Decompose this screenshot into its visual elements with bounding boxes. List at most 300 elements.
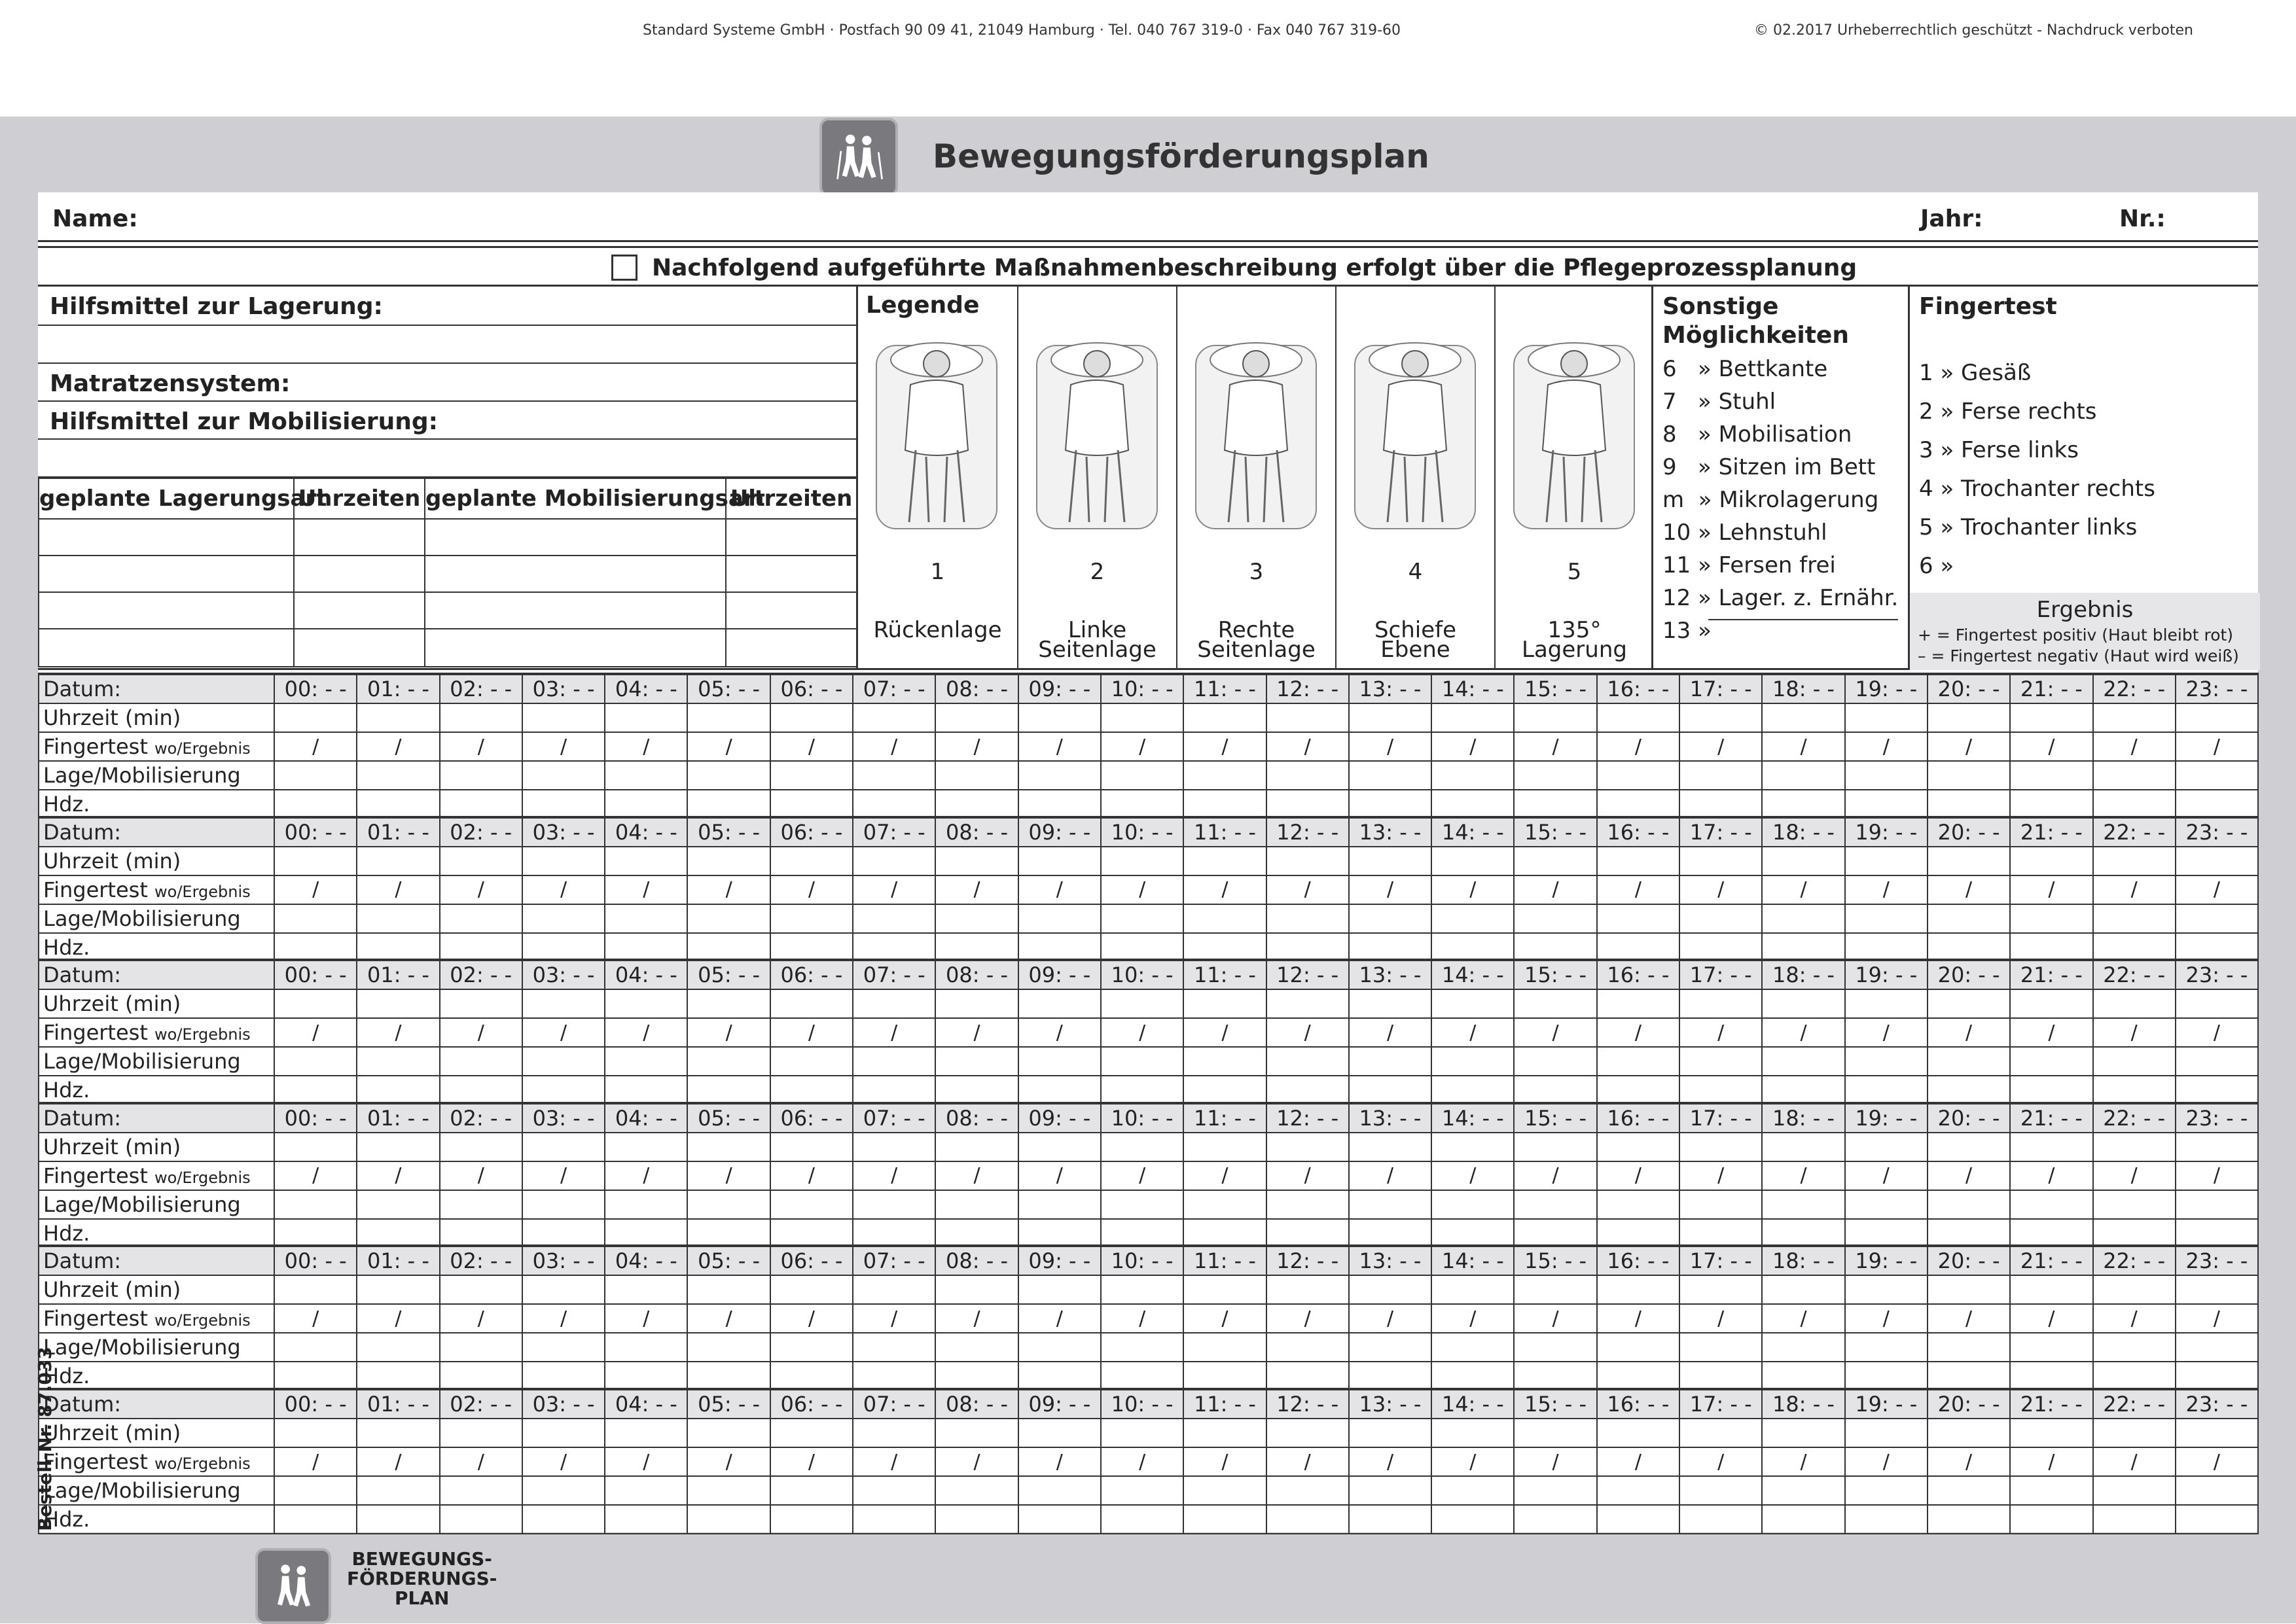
position-cell[interactable] bbox=[1514, 904, 1596, 933]
position-cell[interactable] bbox=[1266, 904, 1349, 933]
sign-cell[interactable] bbox=[1183, 933, 1266, 962]
fingertest-cell[interactable]: / bbox=[1762, 1018, 1844, 1047]
sign-cell[interactable] bbox=[2010, 1362, 2092, 1390]
sign-cell[interactable] bbox=[2176, 790, 2258, 819]
sign-cell[interactable] bbox=[274, 933, 357, 962]
time-cell[interactable] bbox=[1845, 1419, 1928, 1447]
position-cell[interactable] bbox=[1845, 1476, 1928, 1505]
position-cell[interactable] bbox=[853, 904, 935, 933]
fingertest-cell[interactable]: / bbox=[1597, 1447, 1679, 1476]
time-cell[interactable] bbox=[935, 1133, 1018, 1161]
position-cell[interactable] bbox=[1018, 761, 1101, 790]
position-cell[interactable] bbox=[274, 1333, 357, 1362]
position-cell[interactable] bbox=[440, 761, 522, 790]
fingertest-cell[interactable]: / bbox=[1845, 1447, 1928, 1476]
sign-cell[interactable] bbox=[1928, 1076, 2010, 1104]
time-cell[interactable] bbox=[853, 1275, 935, 1304]
sign-cell[interactable] bbox=[853, 1362, 935, 1390]
position-cell[interactable] bbox=[1266, 1476, 1349, 1505]
position-cell[interactable] bbox=[770, 904, 853, 933]
fingertest-cell[interactable]: / bbox=[935, 875, 1018, 904]
time-cell[interactable] bbox=[605, 847, 687, 875]
sign-cell[interactable] bbox=[2093, 933, 2176, 962]
fingertest-cell[interactable]: / bbox=[2010, 1161, 2092, 1190]
fingertest-cell[interactable]: / bbox=[1845, 1161, 1928, 1190]
position-cell[interactable] bbox=[1183, 1476, 1266, 1505]
position-cell[interactable] bbox=[1349, 1047, 1431, 1076]
sign-cell[interactable] bbox=[853, 790, 935, 819]
position-cell[interactable] bbox=[1514, 761, 1596, 790]
sign-cell[interactable] bbox=[1349, 1505, 1431, 1534]
position-cell[interactable] bbox=[770, 1190, 853, 1219]
fingertest-cell[interactable]: / bbox=[522, 1161, 605, 1190]
sign-cell[interactable] bbox=[1762, 1362, 1844, 1390]
position-cell[interactable] bbox=[2093, 1333, 2176, 1362]
sign-cell[interactable] bbox=[1679, 1505, 1762, 1534]
sign-cell[interactable] bbox=[1101, 1219, 1183, 1248]
position-cell[interactable] bbox=[1514, 1333, 1596, 1362]
sign-cell[interactable] bbox=[357, 790, 439, 819]
fingertest-cell[interactable]: / bbox=[1101, 1447, 1183, 1476]
fingertest-cell[interactable]: / bbox=[1679, 1161, 1762, 1190]
sign-cell[interactable] bbox=[1266, 1219, 1349, 1248]
position-cell[interactable] bbox=[1928, 904, 2010, 933]
position-cell[interactable] bbox=[440, 1047, 522, 1076]
fingertest-cell[interactable]: / bbox=[2093, 1304, 2176, 1333]
fingertest-cell[interactable]: / bbox=[853, 1304, 935, 1333]
position-cell[interactable] bbox=[2176, 1333, 2258, 1362]
position-cell[interactable] bbox=[1597, 1476, 1679, 1505]
fingertest-cell[interactable]: / bbox=[357, 1304, 439, 1333]
sign-cell[interactable] bbox=[1183, 1219, 1266, 1248]
fingertest-cell[interactable]: / bbox=[687, 732, 770, 761]
sign-cell[interactable] bbox=[1597, 1362, 1679, 1390]
fingertest-cell[interactable]: / bbox=[274, 732, 357, 761]
time-cell[interactable] bbox=[1266, 989, 1349, 1018]
fingertest-cell[interactable]: / bbox=[1349, 1447, 1431, 1476]
fingertest-cell[interactable]: / bbox=[1679, 875, 1762, 904]
time-cell[interactable] bbox=[357, 1133, 439, 1161]
sign-cell[interactable] bbox=[2176, 1362, 2258, 1390]
position-cell[interactable] bbox=[1431, 761, 1514, 790]
sign-cell[interactable] bbox=[1266, 1362, 1349, 1390]
sign-cell[interactable] bbox=[1101, 1505, 1183, 1534]
sign-cell[interactable] bbox=[1266, 790, 1349, 819]
fingertest-cell[interactable]: / bbox=[357, 1018, 439, 1047]
time-cell[interactable] bbox=[2010, 989, 2092, 1018]
time-cell[interactable] bbox=[770, 1419, 853, 1447]
fingertest-cell[interactable]: / bbox=[1349, 1304, 1431, 1333]
time-cell[interactable] bbox=[1266, 1419, 1349, 1447]
plan-cell[interactable] bbox=[726, 556, 857, 592]
fingertest-cell[interactable]: / bbox=[2010, 875, 2092, 904]
fingertest-cell[interactable]: / bbox=[1018, 1447, 1101, 1476]
position-cell[interactable] bbox=[1431, 1476, 1514, 1505]
time-cell[interactable] bbox=[1266, 1275, 1349, 1304]
fingertest-cell[interactable]: / bbox=[440, 1161, 522, 1190]
sign-cell[interactable] bbox=[770, 1362, 853, 1390]
time-cell[interactable] bbox=[1349, 847, 1431, 875]
time-cell[interactable] bbox=[440, 989, 522, 1018]
position-cell[interactable] bbox=[2176, 1047, 2258, 1076]
fingertest-cell[interactable]: / bbox=[357, 875, 439, 904]
sign-cell[interactable] bbox=[522, 933, 605, 962]
fingertest-cell[interactable]: / bbox=[1928, 1018, 2010, 1047]
fingertest-cell[interactable]: / bbox=[274, 875, 357, 904]
time-cell[interactable] bbox=[1266, 703, 1349, 732]
plan-cell[interactable] bbox=[294, 556, 425, 592]
position-cell[interactable] bbox=[1597, 1190, 1679, 1219]
sign-cell[interactable] bbox=[274, 1362, 357, 1390]
sign-cell[interactable] bbox=[1183, 1505, 1266, 1534]
sign-cell[interactable] bbox=[1514, 933, 1596, 962]
fingertest-cell[interactable]: / bbox=[1431, 1018, 1514, 1047]
sign-cell[interactable] bbox=[2176, 1505, 2258, 1534]
fingertest-cell[interactable]: / bbox=[853, 875, 935, 904]
time-cell[interactable] bbox=[357, 847, 439, 875]
sign-cell[interactable] bbox=[1679, 933, 1762, 962]
time-cell[interactable] bbox=[770, 703, 853, 732]
time-cell[interactable] bbox=[1018, 703, 1101, 732]
sign-cell[interactable] bbox=[1514, 1505, 1596, 1534]
sign-cell[interactable] bbox=[357, 1076, 439, 1104]
fingertest-cell[interactable]: / bbox=[1349, 732, 1431, 761]
position-cell[interactable] bbox=[770, 1476, 853, 1505]
time-cell[interactable] bbox=[1845, 1133, 1928, 1161]
sign-cell[interactable] bbox=[1762, 1076, 1844, 1104]
time-cell[interactable] bbox=[1762, 847, 1844, 875]
fingertest-cell[interactable]: / bbox=[1431, 732, 1514, 761]
time-cell[interactable] bbox=[357, 1275, 439, 1304]
time-cell[interactable] bbox=[1349, 1419, 1431, 1447]
sign-cell[interactable] bbox=[2010, 1076, 2092, 1104]
fingertest-cell[interactable]: / bbox=[522, 875, 605, 904]
fingertest-cell[interactable]: / bbox=[605, 875, 687, 904]
position-cell[interactable] bbox=[1514, 1476, 1596, 1505]
fingertest-cell[interactable]: / bbox=[1514, 1018, 1596, 1047]
position-cell[interactable] bbox=[853, 1047, 935, 1076]
date-label[interactable]: Datum: bbox=[39, 1246, 274, 1275]
fingertest-cell[interactable]: / bbox=[2093, 1447, 2176, 1476]
time-cell[interactable] bbox=[1349, 703, 1431, 732]
time-cell[interactable] bbox=[687, 1419, 770, 1447]
fingertest-cell[interactable]: / bbox=[1514, 875, 1596, 904]
time-cell[interactable] bbox=[605, 989, 687, 1018]
sign-cell[interactable] bbox=[1514, 1362, 1596, 1390]
position-cell[interactable] bbox=[1018, 904, 1101, 933]
fingertest-cell[interactable]: / bbox=[274, 1447, 357, 1476]
position-cell[interactable] bbox=[357, 1190, 439, 1219]
position-cell[interactable] bbox=[935, 1190, 1018, 1219]
time-cell[interactable] bbox=[2176, 847, 2258, 875]
position-cell[interactable] bbox=[357, 1476, 439, 1505]
time-cell[interactable] bbox=[522, 1419, 605, 1447]
sign-cell[interactable] bbox=[1514, 1219, 1596, 1248]
position-cell[interactable] bbox=[605, 904, 687, 933]
position-cell[interactable] bbox=[2010, 1476, 2092, 1505]
position-cell[interactable] bbox=[522, 1476, 605, 1505]
plan-cell[interactable] bbox=[294, 592, 425, 629]
fingertest-cell[interactable]: / bbox=[1101, 1161, 1183, 1190]
time-cell[interactable] bbox=[1845, 847, 1928, 875]
fingertest-cell[interactable]: / bbox=[1679, 1304, 1762, 1333]
sign-cell[interactable] bbox=[1349, 790, 1431, 819]
position-cell[interactable] bbox=[605, 1476, 687, 1505]
sign-cell[interactable] bbox=[357, 1505, 439, 1534]
position-cell[interactable] bbox=[2176, 904, 2258, 933]
position-cell[interactable] bbox=[1928, 1190, 2010, 1219]
time-cell[interactable] bbox=[1845, 989, 1928, 1018]
time-cell[interactable] bbox=[605, 1133, 687, 1161]
fingertest-cell[interactable]: / bbox=[1679, 732, 1762, 761]
position-cell[interactable] bbox=[1266, 1333, 1349, 1362]
position-cell[interactable] bbox=[1266, 1047, 1349, 1076]
fingertest-cell[interactable]: / bbox=[770, 1161, 853, 1190]
fingertest-cell[interactable]: / bbox=[605, 1304, 687, 1333]
time-cell[interactable] bbox=[1597, 989, 1679, 1018]
time-cell[interactable] bbox=[357, 1419, 439, 1447]
fingertest-cell[interactable]: / bbox=[1266, 1304, 1349, 1333]
sign-cell[interactable] bbox=[1679, 1219, 1762, 1248]
fingertest-cell[interactable]: / bbox=[2093, 875, 2176, 904]
time-cell[interactable] bbox=[770, 847, 853, 875]
time-cell[interactable] bbox=[853, 703, 935, 732]
time-cell[interactable] bbox=[1431, 1133, 1514, 1161]
position-cell[interactable] bbox=[1845, 1047, 1928, 1076]
position-cell[interactable] bbox=[605, 761, 687, 790]
time-cell[interactable] bbox=[1679, 1133, 1762, 1161]
sign-cell[interactable] bbox=[1018, 1505, 1101, 1534]
position-cell[interactable] bbox=[605, 1333, 687, 1362]
fingertest-cell[interactable]: / bbox=[935, 1304, 1018, 1333]
position-cell[interactable] bbox=[2093, 1476, 2176, 1505]
position-cell[interactable] bbox=[1928, 1047, 2010, 1076]
fingertest-cell[interactable]: / bbox=[1349, 1161, 1431, 1190]
position-cell[interactable] bbox=[770, 761, 853, 790]
position-cell[interactable] bbox=[274, 1047, 357, 1076]
position-cell[interactable] bbox=[853, 761, 935, 790]
position-cell[interactable] bbox=[357, 1047, 439, 1076]
sign-cell[interactable] bbox=[1514, 1076, 1596, 1104]
sign-cell[interactable] bbox=[1349, 1076, 1431, 1104]
sign-cell[interactable] bbox=[522, 1219, 605, 1248]
time-cell[interactable] bbox=[1845, 1275, 1928, 1304]
position-cell[interactable] bbox=[1349, 1333, 1431, 1362]
fingertest-cell[interactable]: / bbox=[1018, 1018, 1101, 1047]
time-cell[interactable] bbox=[1679, 1419, 1762, 1447]
fingertest-cell[interactable]: / bbox=[1349, 1018, 1431, 1047]
position-cell[interactable] bbox=[1762, 1476, 1844, 1505]
position-cell[interactable] bbox=[1266, 1190, 1349, 1219]
time-cell[interactable] bbox=[2010, 847, 2092, 875]
position-cell[interactable] bbox=[1514, 1190, 1596, 1219]
position-cell[interactable] bbox=[1101, 761, 1183, 790]
sign-cell[interactable] bbox=[1018, 1219, 1101, 1248]
sign-cell[interactable] bbox=[1266, 1076, 1349, 1104]
sign-cell[interactable] bbox=[1431, 1362, 1514, 1390]
time-cell[interactable] bbox=[1514, 703, 1596, 732]
time-cell[interactable] bbox=[1101, 703, 1183, 732]
time-cell[interactable] bbox=[274, 1275, 357, 1304]
sign-cell[interactable] bbox=[2010, 933, 2092, 962]
position-cell[interactable] bbox=[522, 904, 605, 933]
plan-cell[interactable] bbox=[726, 592, 857, 629]
position-cell[interactable] bbox=[1349, 904, 1431, 933]
sign-cell[interactable] bbox=[357, 1362, 439, 1390]
time-cell[interactable] bbox=[2010, 703, 2092, 732]
sign-cell[interactable] bbox=[687, 933, 770, 962]
position-cell[interactable] bbox=[1679, 1333, 1762, 1362]
fingertest-cell[interactable]: / bbox=[440, 732, 522, 761]
sign-cell[interactable] bbox=[2010, 790, 2092, 819]
fingertest-cell[interactable]: / bbox=[1597, 732, 1679, 761]
time-cell[interactable] bbox=[687, 1133, 770, 1161]
position-cell[interactable] bbox=[1928, 1333, 2010, 1362]
position-cell[interactable] bbox=[1679, 1047, 1762, 1076]
sign-cell[interactable] bbox=[1431, 1076, 1514, 1104]
position-cell[interactable] bbox=[1018, 1190, 1101, 1219]
sign-cell[interactable] bbox=[687, 1219, 770, 1248]
sign-cell[interactable] bbox=[1101, 790, 1183, 819]
time-cell[interactable] bbox=[1349, 989, 1431, 1018]
position-cell[interactable] bbox=[1018, 1047, 1101, 1076]
time-cell[interactable] bbox=[2176, 1419, 2258, 1447]
time-cell[interactable] bbox=[1679, 989, 1762, 1018]
fingertest-cell[interactable]: / bbox=[1101, 875, 1183, 904]
time-cell[interactable] bbox=[1928, 847, 2010, 875]
position-cell[interactable] bbox=[1679, 904, 1762, 933]
sign-cell[interactable] bbox=[770, 790, 853, 819]
sign-cell[interactable] bbox=[357, 933, 439, 962]
position-cell[interactable] bbox=[1597, 1333, 1679, 1362]
fingertest-cell[interactable]: / bbox=[2176, 875, 2258, 904]
plan-cell[interactable] bbox=[39, 556, 294, 592]
fingertest-cell[interactable]: / bbox=[687, 1018, 770, 1047]
position-cell[interactable] bbox=[1349, 1190, 1431, 1219]
time-cell[interactable] bbox=[522, 1133, 605, 1161]
position-cell[interactable] bbox=[1183, 1190, 1266, 1219]
position-cell[interactable] bbox=[522, 1333, 605, 1362]
sign-cell[interactable] bbox=[1762, 790, 1844, 819]
sign-cell[interactable] bbox=[440, 1076, 522, 1104]
fingertest-cell[interactable]: / bbox=[1266, 875, 1349, 904]
sign-cell[interactable] bbox=[1018, 1076, 1101, 1104]
sign-cell[interactable] bbox=[935, 1362, 1018, 1390]
fingertest-cell[interactable]: / bbox=[1845, 875, 1928, 904]
plan-cell[interactable] bbox=[39, 592, 294, 629]
time-cell[interactable] bbox=[935, 847, 1018, 875]
sign-cell[interactable] bbox=[605, 1505, 687, 1534]
position-cell[interactable] bbox=[2093, 1047, 2176, 1076]
time-cell[interactable] bbox=[1018, 989, 1101, 1018]
time-cell[interactable] bbox=[440, 1275, 522, 1304]
position-cell[interactable] bbox=[687, 1047, 770, 1076]
fingertest-cell[interactable]: / bbox=[935, 732, 1018, 761]
fingertest-cell[interactable]: / bbox=[1928, 1447, 2010, 1476]
sign-cell[interactable] bbox=[935, 790, 1018, 819]
sign-cell[interactable] bbox=[1597, 933, 1679, 962]
fingertest-cell[interactable]: / bbox=[687, 1447, 770, 1476]
sign-cell[interactable] bbox=[1349, 933, 1431, 962]
fingertest-cell[interactable]: / bbox=[1679, 1447, 1762, 1476]
sign-cell[interactable] bbox=[1928, 1362, 2010, 1390]
sign-cell[interactable] bbox=[1101, 1362, 1183, 1390]
position-cell[interactable] bbox=[1101, 904, 1183, 933]
fingertest-cell[interactable]: / bbox=[935, 1161, 1018, 1190]
sign-cell[interactable] bbox=[2176, 1219, 2258, 1248]
fingertest-cell[interactable]: / bbox=[605, 1161, 687, 1190]
position-cell[interactable] bbox=[853, 1476, 935, 1505]
sign-cell[interactable] bbox=[605, 1362, 687, 1390]
sign-cell[interactable] bbox=[853, 933, 935, 962]
time-cell[interactable] bbox=[1349, 1133, 1431, 1161]
time-cell[interactable] bbox=[935, 989, 1018, 1018]
position-cell[interactable] bbox=[1845, 1333, 1928, 1362]
fingertest-cell[interactable]: / bbox=[2093, 1161, 2176, 1190]
fingertest-cell[interactable]: / bbox=[1679, 1018, 1762, 1047]
fingertest-cell[interactable]: / bbox=[440, 875, 522, 904]
sign-cell[interactable] bbox=[1431, 790, 1514, 819]
time-cell[interactable] bbox=[687, 989, 770, 1018]
time-cell[interactable] bbox=[1762, 1275, 1844, 1304]
position-cell[interactable] bbox=[1762, 761, 1844, 790]
time-cell[interactable] bbox=[2010, 1275, 2092, 1304]
position-cell[interactable] bbox=[1597, 761, 1679, 790]
position-cell[interactable] bbox=[440, 1476, 522, 1505]
position-cell[interactable] bbox=[1928, 1476, 2010, 1505]
sign-cell[interactable] bbox=[274, 790, 357, 819]
position-cell[interactable] bbox=[935, 1333, 1018, 1362]
time-cell[interactable] bbox=[274, 1133, 357, 1161]
sign-cell[interactable] bbox=[440, 933, 522, 962]
fingertest-cell[interactable]: / bbox=[2176, 1304, 2258, 1333]
time-cell[interactable] bbox=[853, 1419, 935, 1447]
position-cell[interactable] bbox=[1018, 1476, 1101, 1505]
sign-cell[interactable] bbox=[1845, 1505, 1928, 1534]
position-cell[interactable] bbox=[522, 1190, 605, 1219]
sign-cell[interactable] bbox=[1762, 1505, 1844, 1534]
fingertest-cell[interactable]: / bbox=[2176, 1018, 2258, 1047]
fingertest-cell[interactable]: / bbox=[522, 732, 605, 761]
time-cell[interactable] bbox=[1101, 847, 1183, 875]
fingertest-cell[interactable]: / bbox=[1183, 875, 1266, 904]
time-cell[interactable] bbox=[1514, 1275, 1596, 1304]
fingertest-cell[interactable]: / bbox=[770, 732, 853, 761]
fingertest-cell[interactable]: / bbox=[853, 1018, 935, 1047]
sign-cell[interactable] bbox=[687, 1505, 770, 1534]
time-cell[interactable] bbox=[853, 1133, 935, 1161]
fingertest-cell[interactable]: / bbox=[1183, 1304, 1266, 1333]
time-cell[interactable] bbox=[357, 703, 439, 732]
time-cell[interactable] bbox=[687, 703, 770, 732]
fingertest-cell[interactable]: / bbox=[2010, 1447, 2092, 1476]
fingertest-cell[interactable]: / bbox=[770, 1447, 853, 1476]
position-cell[interactable] bbox=[935, 904, 1018, 933]
sign-cell[interactable] bbox=[1018, 933, 1101, 962]
position-cell[interactable] bbox=[522, 1047, 605, 1076]
position-cell[interactable] bbox=[1101, 1190, 1183, 1219]
fingertest-cell[interactable]: / bbox=[1597, 1304, 1679, 1333]
fingertest-cell[interactable]: / bbox=[1183, 1447, 1266, 1476]
time-cell[interactable] bbox=[1431, 1275, 1514, 1304]
position-cell[interactable] bbox=[440, 1333, 522, 1362]
position-cell[interactable] bbox=[1018, 1333, 1101, 1362]
date-label[interactable]: Datum: bbox=[39, 817, 274, 847]
position-cell[interactable] bbox=[1928, 761, 2010, 790]
position-cell[interactable] bbox=[2010, 1047, 2092, 1076]
time-cell[interactable] bbox=[1101, 989, 1183, 1018]
sign-cell[interactable] bbox=[770, 1076, 853, 1104]
